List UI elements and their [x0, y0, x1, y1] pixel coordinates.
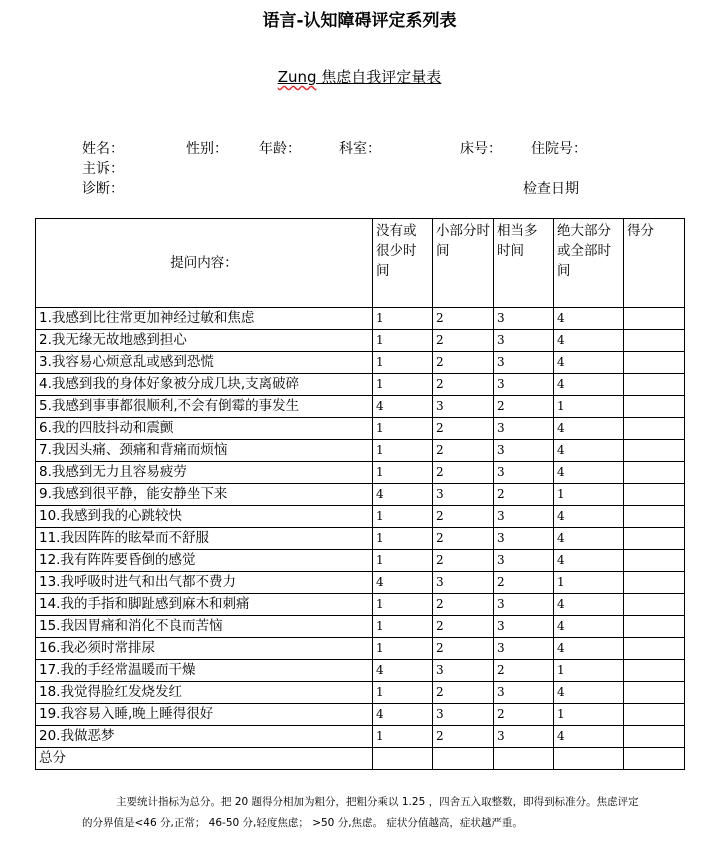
chief-complaint-label: 主诉：	[82, 161, 124, 177]
option-value: 1	[373, 528, 433, 550]
option-value: 4	[554, 506, 624, 528]
option-value: 3	[494, 308, 554, 330]
option-value: 3	[494, 638, 554, 660]
option-value: 1	[373, 506, 433, 528]
table-row	[36, 396, 685, 418]
department-label: 科室：	[339, 141, 381, 157]
score-cell[interactable]	[624, 506, 685, 528]
question-text: 15.我因胃痛和消化不良而苦恼	[36, 616, 373, 638]
option-value: 1	[373, 616, 433, 638]
score-cell[interactable]	[624, 418, 685, 440]
scoring-note: 主要统计指标为总分。把 20 题得分相加为粗分，把粗分乘以 1.25 ，四舍五入取整数，即得到标准分。焦虑评定的分界值是<46 分,正常； 46-50 分,轻度焦虑； >50 分,焦虑。 症状分值越高，症状越严重。	[82, 796, 639, 829]
option-value: 2	[433, 638, 494, 660]
table-row	[36, 704, 685, 726]
option-value: 1	[554, 704, 624, 726]
option-value: 3	[494, 440, 554, 462]
option-value: 2	[433, 550, 494, 572]
exam-date-label: 检查日期	[523, 181, 579, 197]
option-value: 4	[554, 308, 624, 330]
option-value: 4	[373, 704, 433, 726]
table-row	[36, 374, 685, 396]
question-text: 12.我有阵阵要昏倒的感觉	[36, 550, 373, 572]
option-value: 1	[554, 396, 624, 418]
total-cell	[494, 748, 554, 770]
score-cell[interactable]	[624, 396, 685, 418]
option-value: 3	[433, 660, 494, 682]
question-text: 18.我觉得脸红发烧发红	[36, 682, 373, 704]
anxiety-scale-table	[35, 218, 685, 770]
option-value: 2	[494, 660, 554, 682]
option-value: 2	[433, 308, 494, 330]
question-text: 19.我容易入睡,晚上睡得很好	[36, 704, 373, 726]
option-value: 4	[373, 396, 433, 418]
subtitle-prefix: Zung	[277, 68, 317, 86]
table-row	[36, 638, 685, 660]
option-value: 2	[433, 726, 494, 748]
option-value: 1	[373, 594, 433, 616]
option-value: 4	[554, 352, 624, 374]
option-value: 2	[433, 418, 494, 440]
option-value: 3	[494, 550, 554, 572]
option-value: 1	[373, 682, 433, 704]
score-cell[interactable]	[624, 550, 685, 572]
table-row	[36, 572, 685, 594]
total-score-cell[interactable]	[624, 748, 685, 770]
score-cell[interactable]	[624, 330, 685, 352]
option-value: 3	[494, 462, 554, 484]
question-text: 20.我做恶梦	[36, 726, 373, 748]
total-label: 总分	[36, 748, 373, 770]
question-text: 7.我因头痛、颈痛和背痛而烦恼	[36, 440, 373, 462]
option-value: 1	[554, 484, 624, 506]
score-cell[interactable]	[624, 528, 685, 550]
name-label: 姓名：	[82, 141, 124, 157]
option-value: 4	[554, 374, 624, 396]
option-value: 1	[373, 726, 433, 748]
option-value: 3	[494, 418, 554, 440]
total-row	[36, 748, 685, 770]
option-value: 4	[554, 330, 624, 352]
score-cell[interactable]	[624, 594, 685, 616]
option-value: 4	[554, 462, 624, 484]
option-value: 3	[494, 594, 554, 616]
score-cell[interactable]	[624, 440, 685, 462]
sex-label: 性别：	[186, 141, 228, 157]
option-value: 4	[554, 638, 624, 660]
option-value: 1	[373, 462, 433, 484]
option-value: 4	[554, 440, 624, 462]
option-value: 1	[554, 572, 624, 594]
total-cell	[373, 748, 433, 770]
score-cell[interactable]	[624, 660, 685, 682]
question-text: 9.我感到很平静，能安静坐下来	[36, 484, 373, 506]
question-text: 3.我容易心烦意乱或感到恐慌	[36, 352, 373, 374]
table-row	[36, 550, 685, 572]
option-value: 2	[433, 352, 494, 374]
question-text: 10.我感到我的心跳较快	[36, 506, 373, 528]
score-cell[interactable]	[624, 308, 685, 330]
score-cell[interactable]	[624, 616, 685, 638]
column-header-score: 得分	[624, 219, 685, 308]
question-text: 14.我的手指和脚趾感到麻木和刺痛	[36, 594, 373, 616]
option-value: 1	[373, 550, 433, 572]
option-value: 2	[494, 704, 554, 726]
option-value: 4	[554, 616, 624, 638]
column-header-quite-often: 相当多时间	[494, 219, 554, 308]
option-value: 2	[494, 572, 554, 594]
option-value: 1	[373, 418, 433, 440]
page-title: 语言-认知障碍评定系列表	[262, 11, 457, 31]
option-value: 3	[494, 616, 554, 638]
score-cell[interactable]	[624, 704, 685, 726]
question-text: 1.我感到比往常更加神经过敏和焦虑	[36, 308, 373, 330]
option-value: 1	[373, 374, 433, 396]
question-text: 11.我因阵阵的眩晕而不舒服	[36, 528, 373, 550]
option-value: 1	[373, 308, 433, 330]
option-value: 3	[494, 352, 554, 374]
subtitle-rest: 焦虑自我评定量表	[316, 68, 442, 86]
option-value: 3	[494, 506, 554, 528]
question-text: 4.我感到我的身体好象被分成几块,支离破碎	[36, 374, 373, 396]
table-row	[36, 440, 685, 462]
table-row	[36, 484, 685, 506]
table-row	[36, 308, 685, 330]
table-row	[36, 682, 685, 704]
option-value: 2	[433, 506, 494, 528]
table-row	[36, 330, 685, 352]
table-row	[36, 594, 685, 616]
option-value: 1	[373, 440, 433, 462]
option-value: 2	[494, 396, 554, 418]
bed-number-label: 床号：	[460, 141, 502, 157]
option-value: 2	[433, 594, 494, 616]
table-row	[36, 660, 685, 682]
score-cell[interactable]	[624, 572, 685, 594]
question-text: 17.我的手经常温暖而干燥	[36, 660, 373, 682]
score-cell[interactable]	[624, 638, 685, 660]
option-value: 3	[494, 682, 554, 704]
total-cell	[433, 748, 494, 770]
score-cell[interactable]	[624, 462, 685, 484]
age-label: 年龄：	[259, 141, 301, 157]
diagnosis-label: 诊断：	[82, 181, 124, 197]
option-value: 4	[554, 726, 624, 748]
score-cell[interactable]	[624, 484, 685, 506]
option-value: 2	[433, 462, 494, 484]
admission-number-label: 住院号：	[531, 141, 587, 157]
column-header-prompt: 提问内容：	[36, 219, 373, 308]
option-value: 3	[494, 330, 554, 352]
table-row	[36, 462, 685, 484]
option-value: 3	[494, 374, 554, 396]
option-value: 4	[373, 572, 433, 594]
option-value: 4	[554, 528, 624, 550]
table-row	[36, 352, 685, 374]
option-value: 1	[554, 660, 624, 682]
option-value: 2	[433, 330, 494, 352]
score-cell[interactable]	[624, 374, 685, 396]
option-value: 4	[554, 682, 624, 704]
option-value: 4	[373, 660, 433, 682]
column-header-small-part: 小部分时间	[433, 219, 494, 308]
score-cell[interactable]	[624, 682, 685, 704]
option-value: 3	[433, 396, 494, 418]
option-value: 4	[373, 484, 433, 506]
option-value: 2	[433, 440, 494, 462]
option-value: 3	[433, 572, 494, 594]
score-cell[interactable]	[624, 726, 685, 748]
option-value: 2	[433, 682, 494, 704]
option-value: 4	[554, 550, 624, 572]
option-value: 2	[433, 374, 494, 396]
option-value: 3	[494, 726, 554, 748]
question-text: 6.我的四肢抖动和震颤	[36, 418, 373, 440]
question-text: 5.我感到事事都很顺利,不会有倒霉的事发生	[36, 396, 373, 418]
option-value: 1	[373, 330, 433, 352]
option-value: 3	[494, 528, 554, 550]
column-header-most-time: 绝大部分或全部时间	[554, 219, 624, 308]
option-value: 4	[554, 418, 624, 440]
option-value: 1	[373, 638, 433, 660]
question-text: 13.我呼吸时进气和出气都不费力	[36, 572, 373, 594]
table-header-row	[36, 219, 685, 308]
table-row	[36, 726, 685, 748]
table-row	[36, 528, 685, 550]
question-text: 16.我必须时常排尿	[36, 638, 373, 660]
option-value: 3	[433, 704, 494, 726]
table-row	[36, 616, 685, 638]
score-cell[interactable]	[624, 352, 685, 374]
question-text: 8.我感到无力且容易疲劳	[36, 462, 373, 484]
scale-subtitle	[0, 66, 719, 87]
option-value: 1	[373, 352, 433, 374]
option-value: 2	[494, 484, 554, 506]
option-value: 2	[433, 528, 494, 550]
option-value: 2	[433, 616, 494, 638]
option-value: 3	[433, 484, 494, 506]
total-cell	[554, 748, 624, 770]
option-value: 4	[554, 594, 624, 616]
table-row	[36, 418, 685, 440]
column-header-rarely: 没有或很少时间	[373, 219, 433, 308]
table-row	[36, 506, 685, 528]
question-text: 2.我无缘无故地感到担心	[36, 330, 373, 352]
